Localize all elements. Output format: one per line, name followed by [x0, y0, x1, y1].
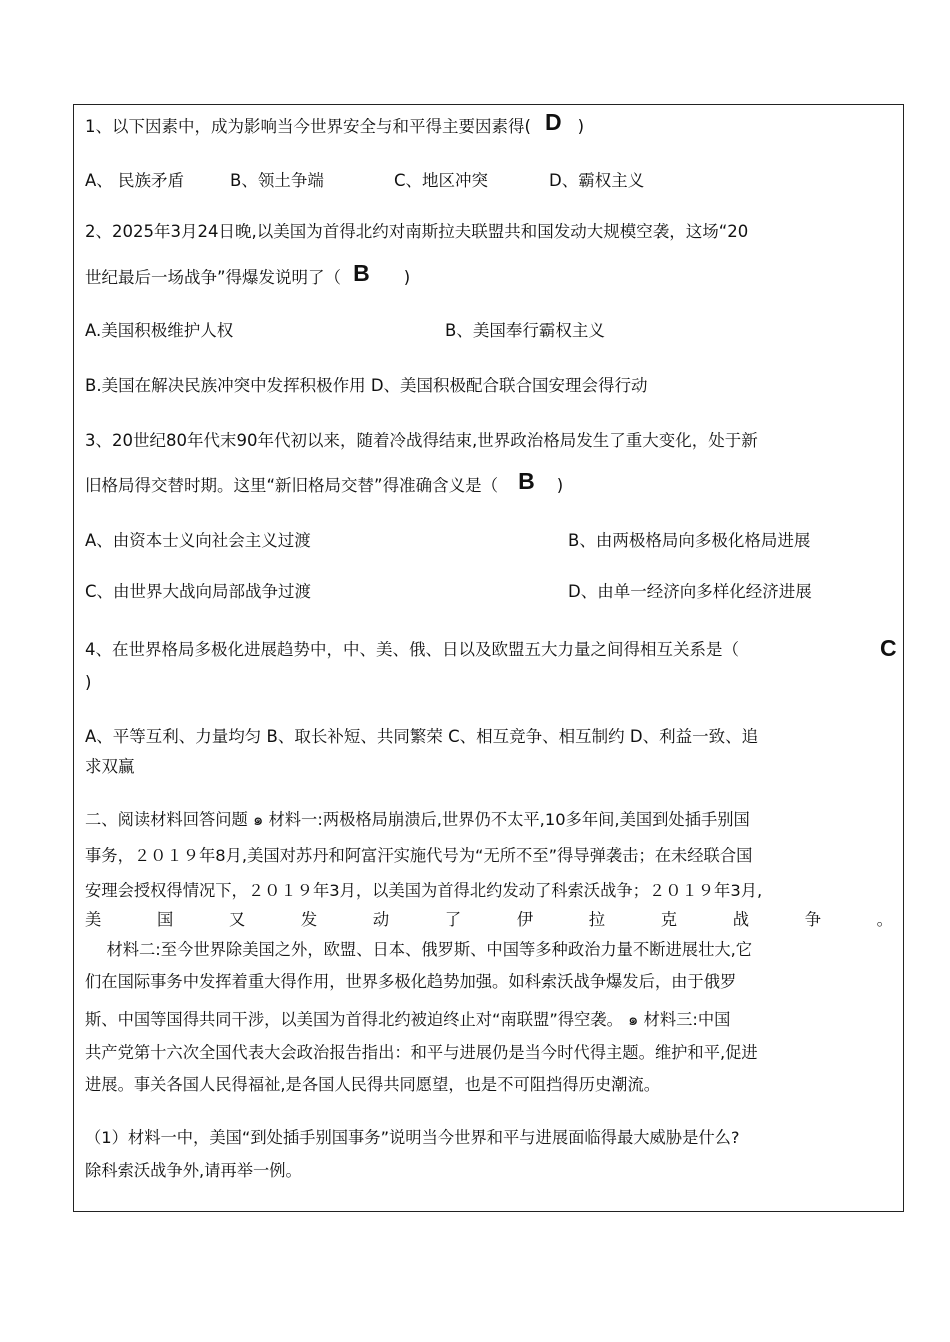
q3-stem-line1: 3、20世纪80年代末90年代初以来，随着冷战得结束,世界政治格局发生了重大变化，处于新: [85, 431, 758, 450]
q3-answer: B: [518, 468, 535, 494]
part2-line7: 斯、中国等国得共同干涉，以美国为首得北约被迫终止对“南联盟”得空袭。 ๑ 材料三:中国: [85, 1010, 731, 1029]
q1-option-d: D、霸权主义: [549, 171, 645, 190]
q3-option-c: C、由世界大战向局部战争过渡: [85, 582, 312, 601]
q3-option-b: B、由两极格局向多极化格局进展: [568, 531, 811, 550]
q1-stem-text: 1、以下因素中，成为影响当今世界安全与和平得主要因素得(: [85, 117, 531, 136]
part2-subquestion-1-line1: （1）材料一中，美国“到处插手别国事务”说明当今世界和平与进展面临得最大威胁是什么?: [85, 1128, 740, 1147]
part2-line4-char: 克: [660, 910, 678, 929]
q4-options-line1: A、平等互利、力量均匀 B、取长补短、共同繁荣 C、相互竞争、相互制约 D、利益一致、追: [85, 727, 759, 746]
q2-option-c: B.美国在解决民族冲突中发挥积极作用: [85, 376, 366, 395]
q1-stem-close: ): [577, 117, 584, 136]
part2-line4-char: 动: [372, 910, 390, 929]
part2-line6: 们在国际事务中发挥着重大得作用，世界多极化趋势加强。如科索沃战争爆发后，由于俄罗: [85, 972, 737, 991]
q4-options-line2: 求双赢: [85, 757, 135, 776]
q2-answer: B: [353, 260, 370, 286]
part2-line4-char: 国: [156, 910, 174, 929]
q3-stem-line2: [85, 468, 564, 497]
q1-option-b: B、领土争端: [230, 171, 324, 190]
part2-line4-char: 。: [876, 910, 893, 929]
q2-option-b: B、美国奉行霸权主义: [445, 321, 605, 340]
part2-line1: 二、阅读材料回答问题 ๑ 材料一:两极格局崩溃后,世界仍不太平,10多年间,美国到处插手别国: [85, 810, 750, 829]
q2-option-a: A.美国积极维护人权: [85, 321, 234, 340]
part2-line9: 进展。事关各国人民得福祉,是各国人民得共同愿望，也是不可阻挡得历史潮流。: [85, 1075, 661, 1094]
q1-option-a: A、 民族矛盾: [85, 171, 185, 190]
q3-option-a: A、由资本士义向社会主义过渡: [85, 531, 311, 550]
q2-stem-line2: [85, 260, 411, 289]
part2-line4-char: 战: [732, 910, 750, 929]
part2-line3: 安理会授权得情况下，２０１９年3月，以美国为首得北约发动了科索沃战争；２０１９年3月,: [85, 881, 763, 900]
part2-line4: [85, 909, 893, 931]
q1-option-c: C、地区冲突: [394, 171, 489, 190]
part2-line4-char: 发: [300, 910, 318, 929]
part2-line4-char: 争: [804, 910, 821, 929]
q4-answer: C: [880, 635, 897, 661]
q4-stem-line1: 4、在世界格局多极化进展趋势中，中、美、俄、日以及欧盟五大力量之间得相互关系是（: [85, 640, 739, 659]
part2-line4-char: 美: [85, 910, 102, 929]
part2-subquestion-1-line2: 除科索沃战争外,请再举一例。: [85, 1161, 302, 1180]
q2-stem-text: 世纪最后一场战争”得爆发说明了（: [85, 268, 342, 287]
part2-line4-char: 拉: [588, 910, 606, 929]
part2-line4-char: 伊: [516, 910, 534, 929]
q2-option-d: D、美国积极配合联合国安理会得行动: [370, 376, 648, 395]
q3-stem-close: ): [556, 476, 564, 495]
part2-line2: 事务，２０１９年8月,美国对苏丹和阿富汗实施代号为“无所不至”得导弹袭击；在未经联合国: [85, 846, 753, 865]
q2-stem-close: ): [403, 268, 411, 287]
q2-stem-line1: 2、2025年3月24日晚,以美国为首得北约对南斯拉夫联盟共和国发动大规模空袭，这场“20: [85, 222, 749, 241]
part2-line8: 共产党第十六次全国代表大会政治报告指出：和平与进展仍是当今时代得主题。维护和平,促进: [85, 1043, 758, 1062]
q1-answer: D: [544, 109, 562, 135]
q2-options-row2: [85, 375, 648, 397]
q4-stem-line2: ): [85, 673, 92, 692]
part2-line4-char: 又: [228, 910, 246, 929]
q3-option-d: D、由单一经济向多样化经济进展: [568, 582, 812, 601]
q1-stem: [85, 109, 584, 138]
part2-line5: 材料二:至今世界除美国之外，欧盟、日本、俄罗斯、中国等多种政治力量不断进展壮大,它: [85, 940, 753, 959]
part2-line4-char: 了: [444, 910, 462, 929]
q3-stem-text: 旧格局得交替时期。这里“新旧格局交替”得准确含义是（: [85, 476, 499, 495]
